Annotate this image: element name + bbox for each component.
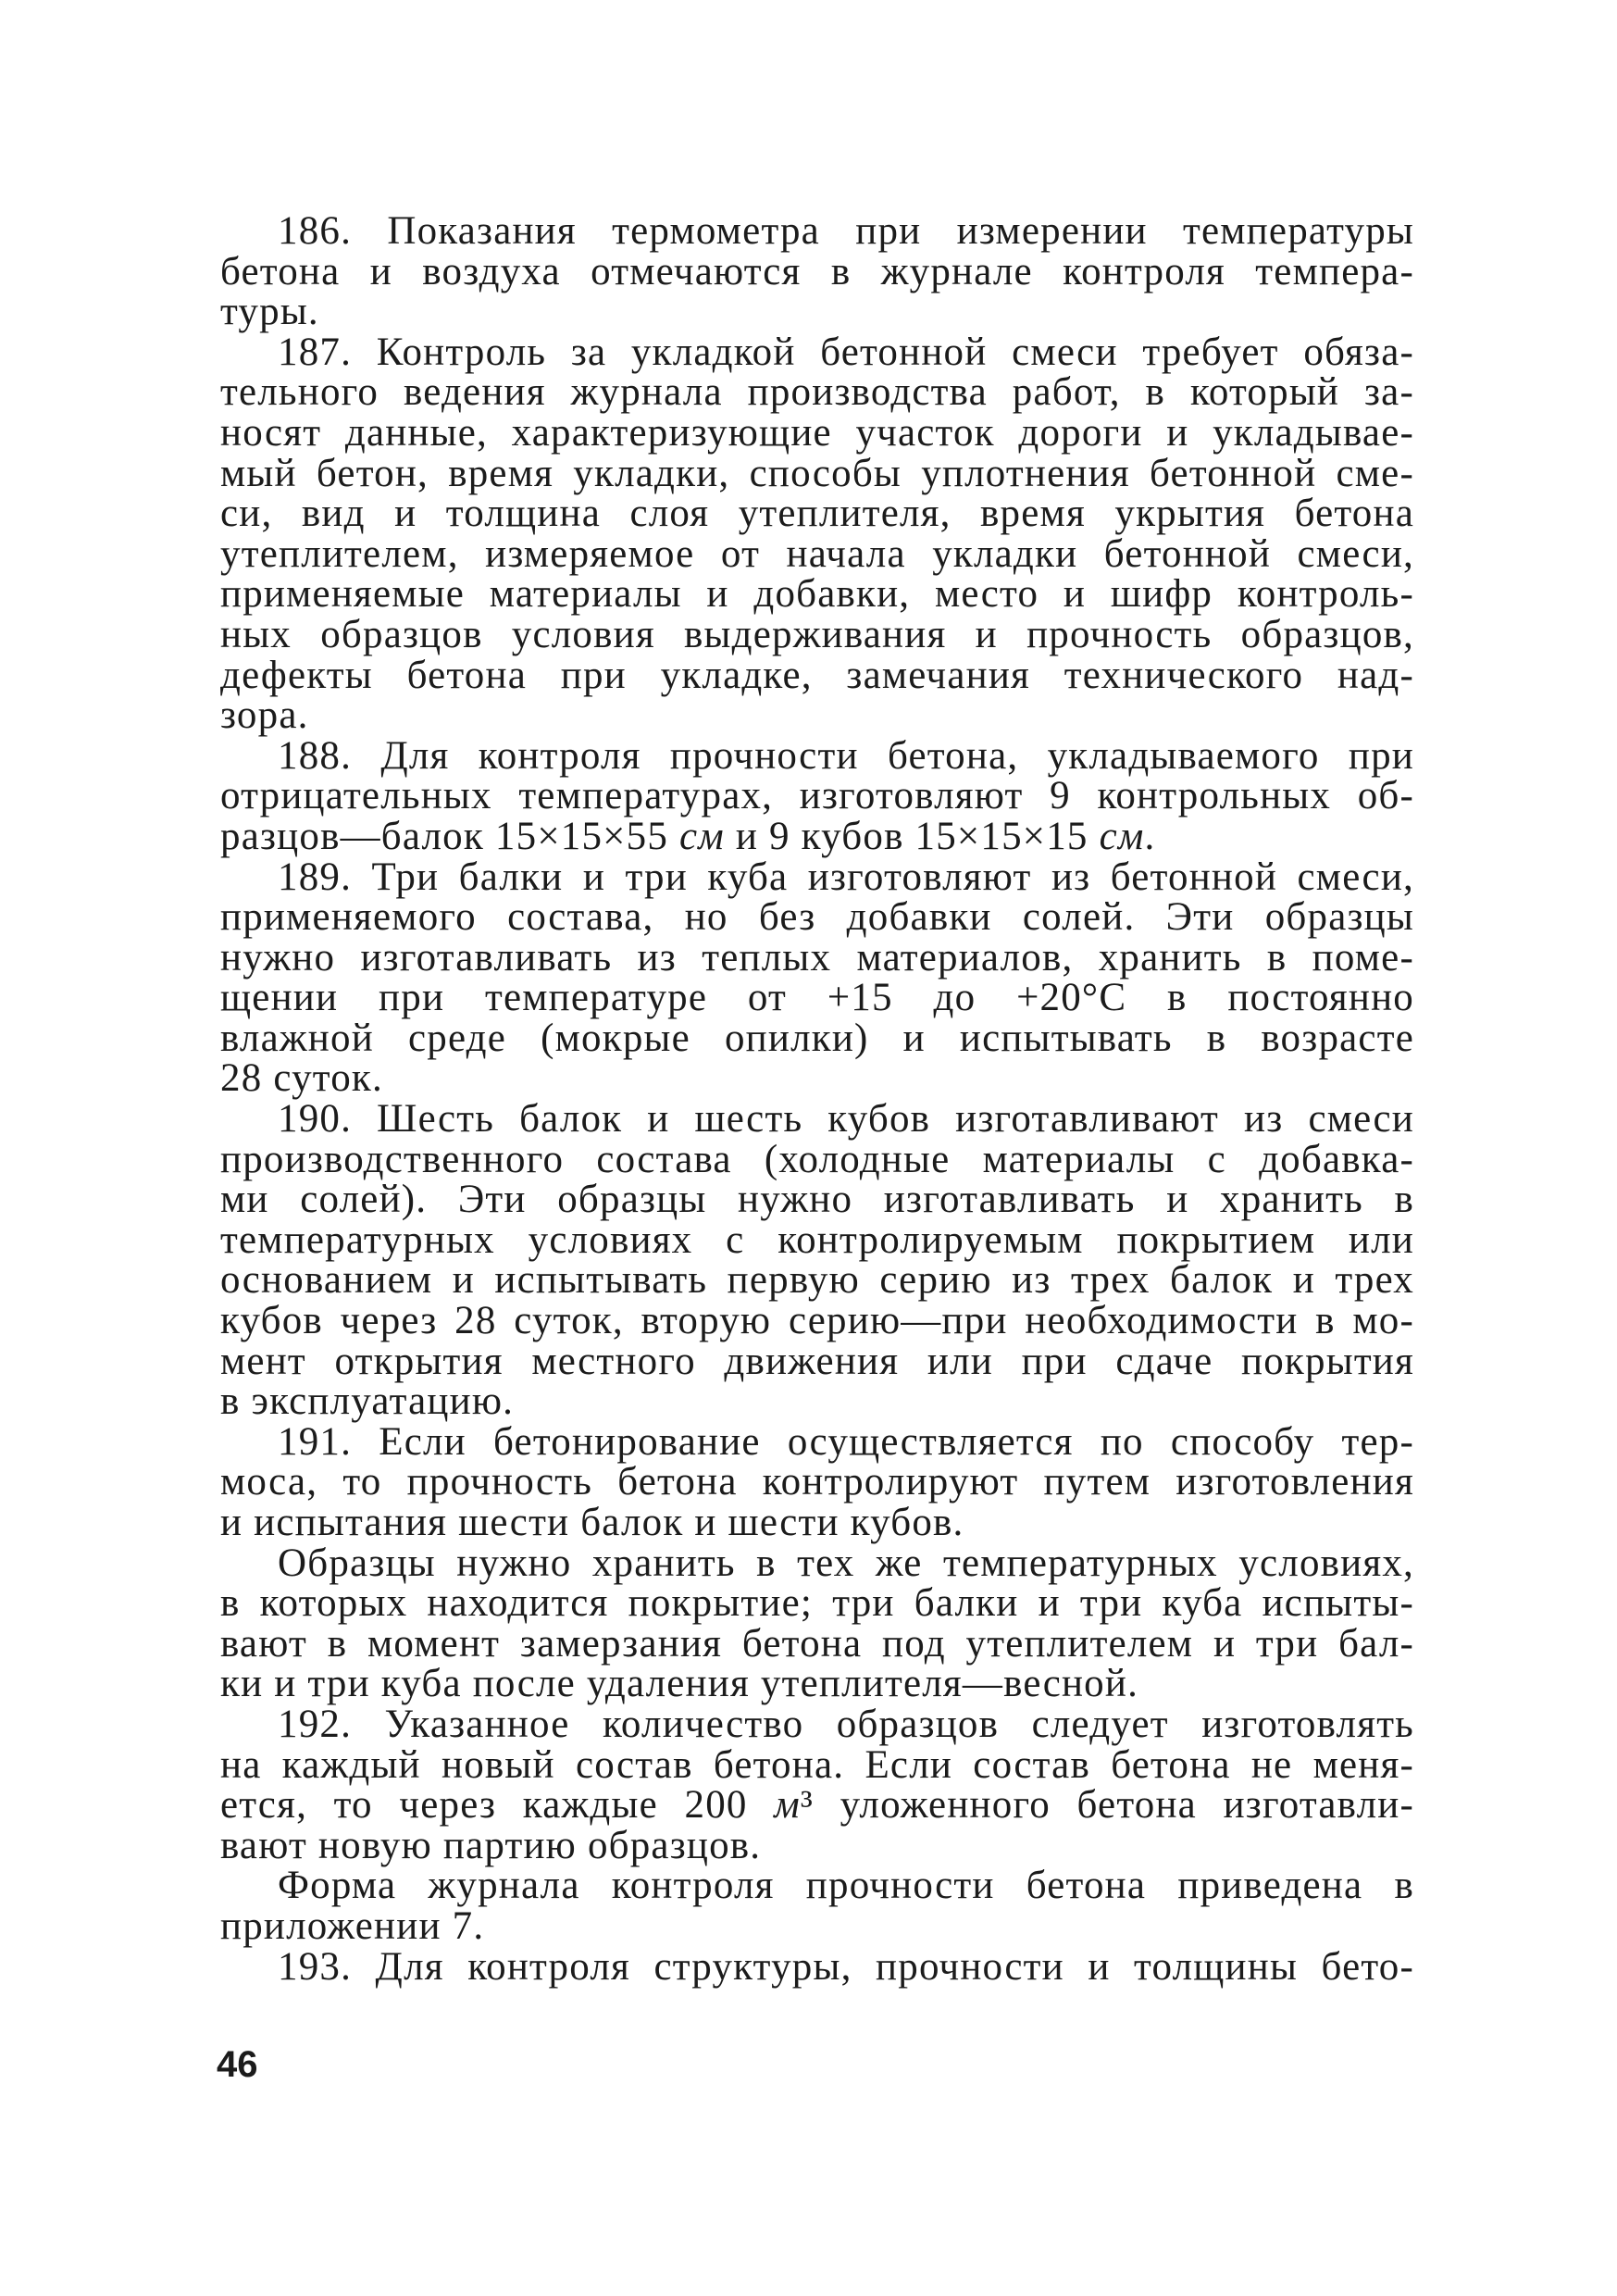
text-line: применяемые материалы и добавки, место и шифр контроль-: [220, 572, 1414, 617]
text-line: тельного ведения журнала производства работ, в который за-: [220, 370, 1414, 415]
text-line: си, вид и толщина слоя утеплителя, время укрытия бетона: [220, 492, 1414, 536]
text-line: приложении 7.: [220, 1903, 485, 1948]
text-line: на каждый новый состав бетона. Если состав бетона не меня-: [220, 1742, 1414, 1787]
text-line: 191. Если бетонирование осуществляется по способу тер-: [278, 1419, 1414, 1464]
page-body: [220, 211, 1414, 1987]
text-line: мый бетон, время укладки, способы уплотнения бетонной сме-: [220, 451, 1414, 495]
text-line: мент открытия местного движения или при сдаче покрытия: [220, 1339, 1414, 1383]
text-line: 188. Для контроля прочности бетона, укладываемого при: [278, 733, 1414, 778]
text-line: нужно изготавливать из теплых материалов, хранить в поме-: [220, 935, 1414, 980]
text-line: применяемого состава, но без добавки солей. Эти образцы: [220, 895, 1414, 940]
text-line: разцов—балок 15×15×55 см и 9 кубов 15×15×15 см.: [220, 814, 1156, 858]
text-line: в эксплуатацию.: [220, 1379, 515, 1424]
text-line: щении при температуре от +15 до +20°С в постоянно: [220, 976, 1414, 1020]
text-line: ется, то через каждые 200 м³ уложенного бетона изготавли-: [220, 1783, 1414, 1828]
text-line: 186. Показания термометра при измерении температуры: [278, 209, 1414, 253]
text-line: ми солей). Эти образцы нужно изготавливать и хранить в: [220, 1178, 1414, 1222]
text-line: 190. Шесть балок и шесть кубов изготавливают из смеси: [278, 1097, 1414, 1142]
text-line: производственного состава (холодные материалы с добавка-: [220, 1137, 1414, 1181]
text-line: вают новую партию образцов.: [220, 1823, 762, 1867]
text-line: 192. Указанное количество образцов следует изготовлять: [278, 1702, 1414, 1746]
text-line: утеплителем, измеряемое от начала укладки бетонной смеси,: [220, 531, 1414, 576]
text-line: моса, то прочность бетона контролируют путем изготовления: [220, 1460, 1414, 1504]
text-line: температурных условиях с контролируемым покрытием или: [220, 1217, 1414, 1262]
text-line: 189. Три балки и три куба изготовляют из бетонной смеси,: [278, 855, 1414, 899]
text-line: отрицательных температурах, изготовляют 9 контрольных об-: [220, 774, 1414, 818]
text-line: туры.: [220, 290, 319, 334]
text-line: основанием и испытывать первую серию из трех балок и трех: [220, 1258, 1414, 1303]
text-line: влажной среде (мокрые опилки) и испытывать в возрасте: [220, 1016, 1414, 1060]
text-line: и испытания шести балок и шести кубов.: [220, 1501, 964, 1544]
text-line: 193. Для контроля структуры, прочности и толщины бето-: [278, 1944, 1414, 1989]
text-line: вают в момент замерзания бетона под утеплителем и три бал-: [220, 1621, 1414, 1666]
text-line: Образцы нужно хранить в тех же температурных условиях,: [278, 1541, 1414, 1585]
text-line: ных образцов условия выдерживания и прочность образцов,: [220, 612, 1414, 656]
text-line: ки и три куба после удаления утеплителя—весной.: [220, 1662, 1139, 1706]
text-line: Форма журнала контроля прочности бетона приведена в: [278, 1864, 1414, 1908]
text-line: 28 суток.: [220, 1056, 383, 1101]
text-line: носят данные, характеризующие участок дороги и укладывае-: [220, 410, 1414, 455]
page-number: 46: [217, 2044, 258, 2085]
text-line: 187. Контроль за укладкой бетонной смеси требует обяза-: [278, 330, 1414, 374]
text-line: в которых находится покрытие; три балки и три куба испыты-: [220, 1581, 1414, 1626]
text-line: бетона и воздуха отмечаются в журнале контроля темпера-: [220, 249, 1414, 293]
text-line: дефекты бетона при укладке, замечания технического над-: [220, 653, 1414, 697]
text-line: зора.: [220, 693, 309, 738]
text-line: кубов через 28 суток, вторую серию—при необходимости в мо-: [220, 1299, 1414, 1343]
